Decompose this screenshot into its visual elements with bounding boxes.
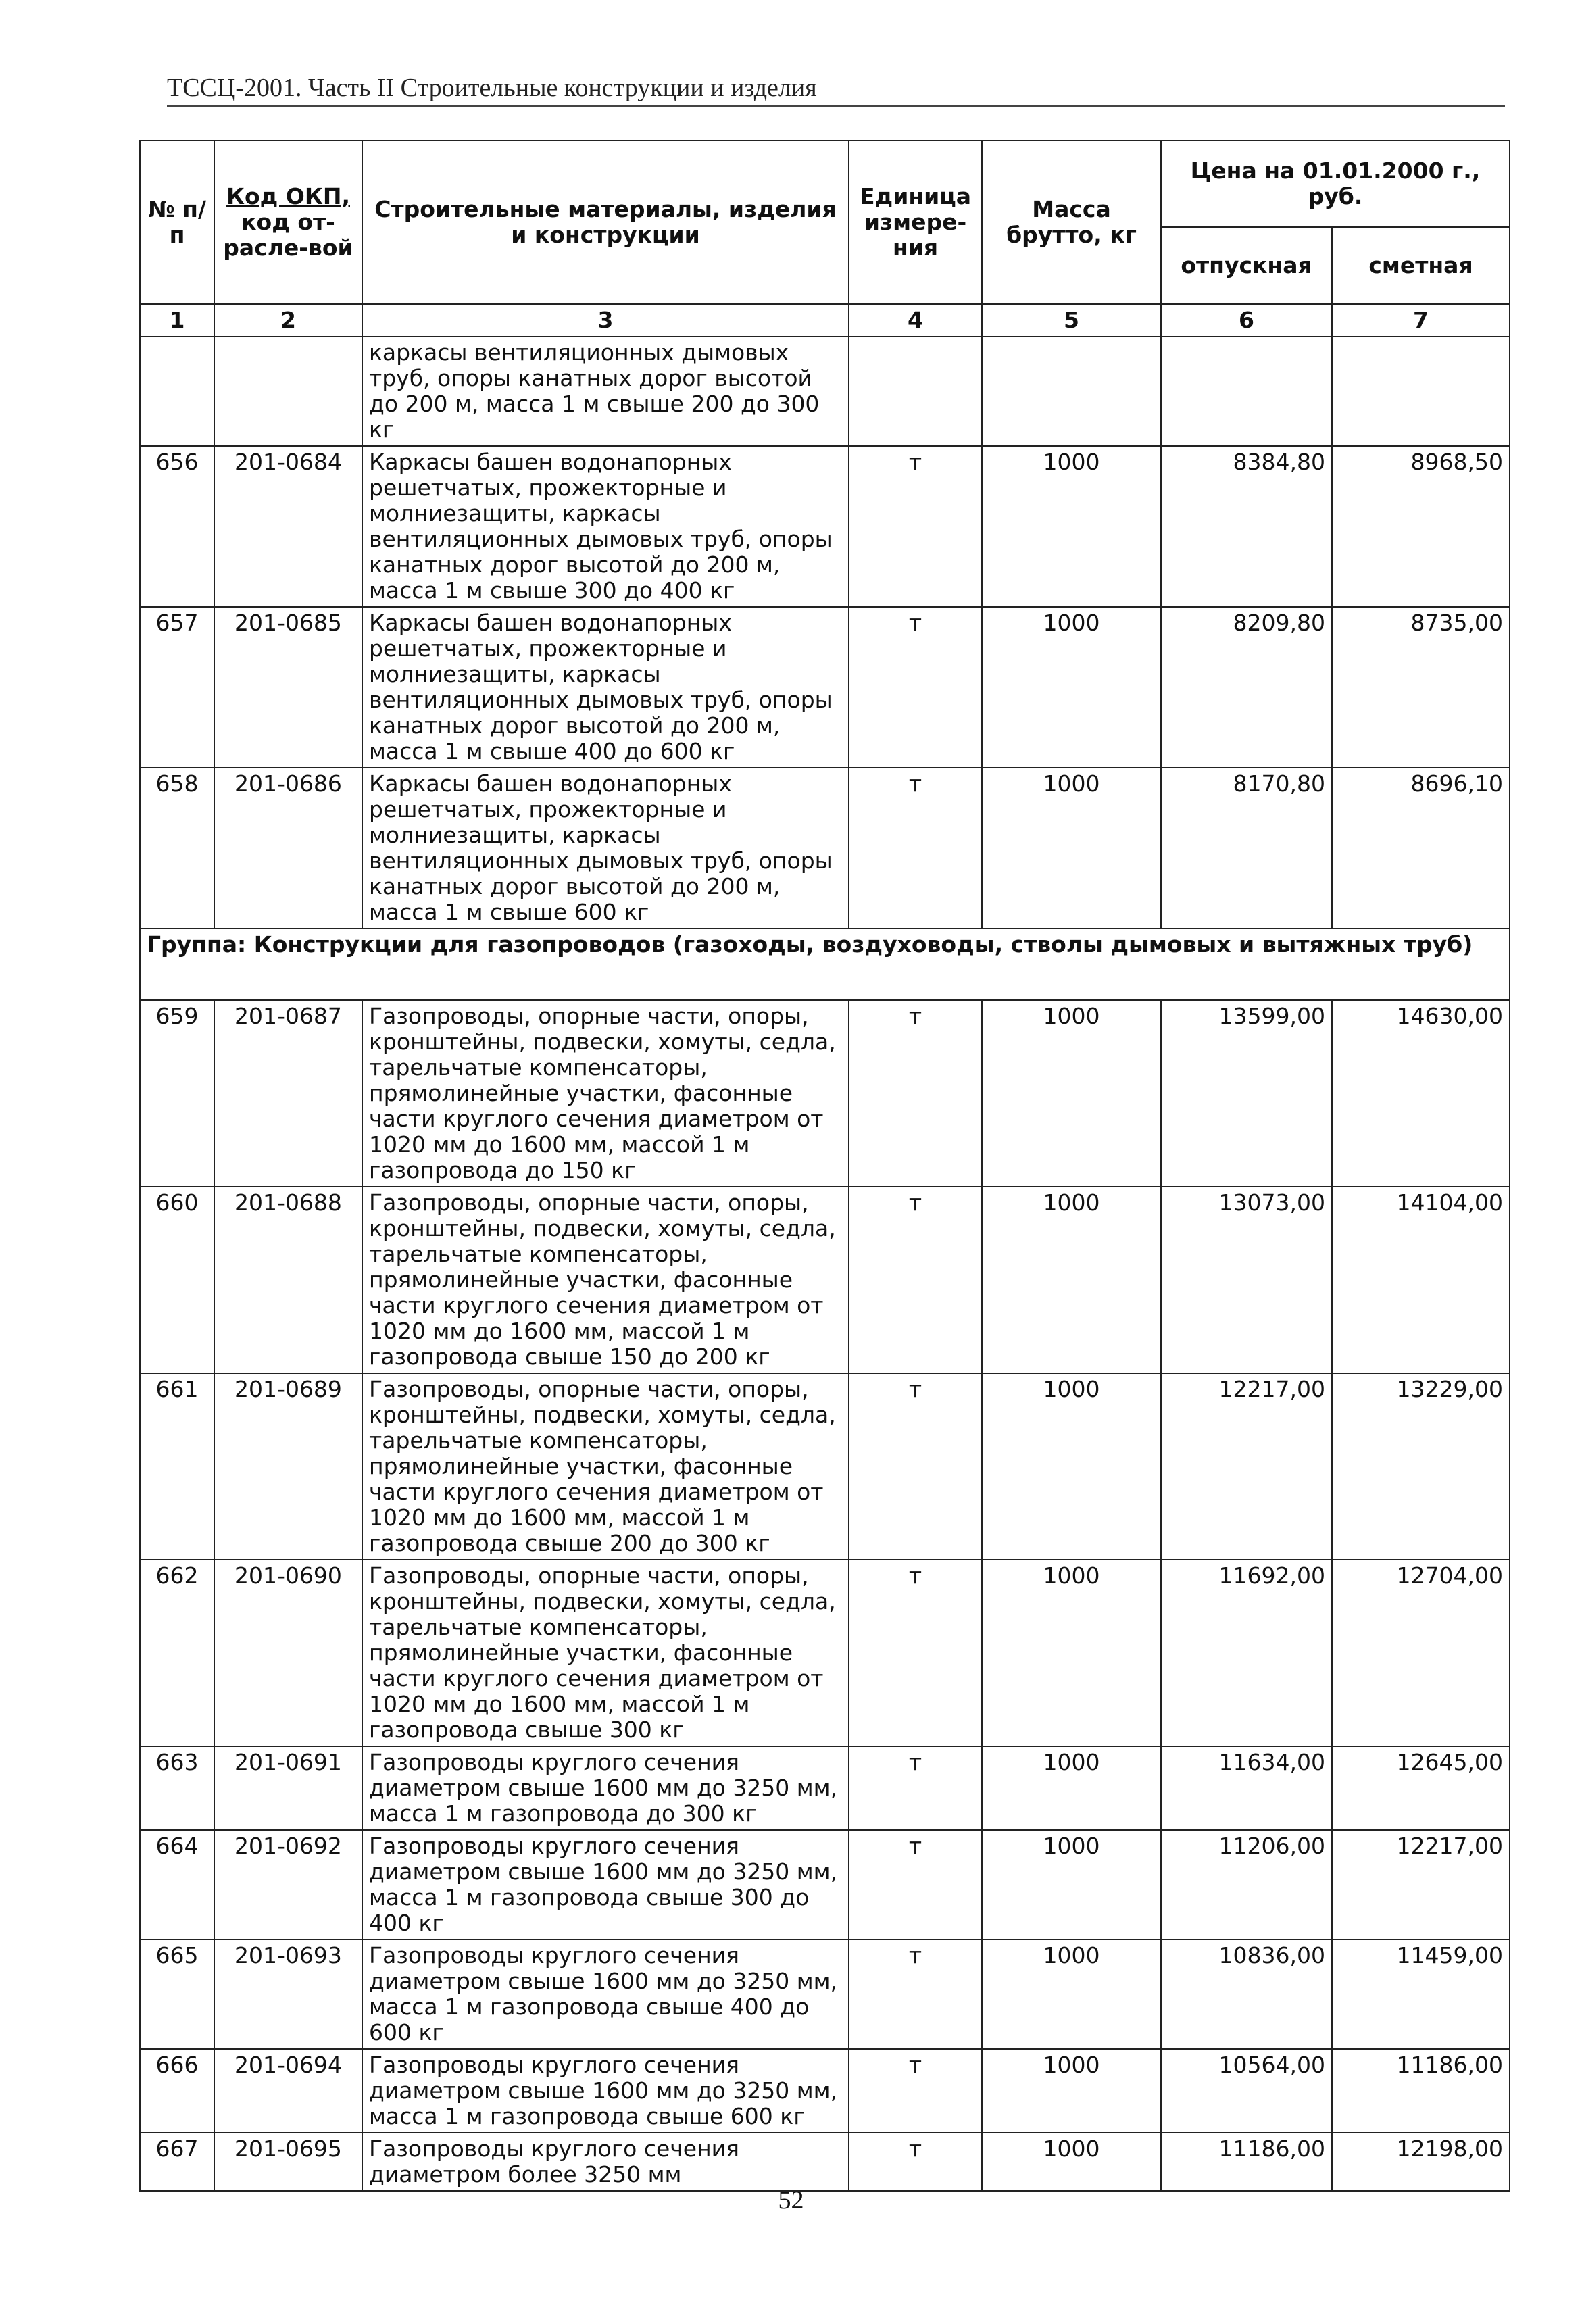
column-number: 6 — [1161, 304, 1332, 337]
row-unit: т — [849, 2133, 982, 2191]
row-price-estimate: 11459,00 — [1332, 1939, 1510, 2049]
row-number: 667 — [140, 2133, 214, 2191]
row-description: Газопроводы, опорные части, опоры, кронштейны, подвески, хомуты, седла, тарельчатые компенсаторы, прямолинейные участки, фасонные части круглого сечения диаметром от 1020 мм до 1600 мм, массой 1 м газопровода свыше 200 до 300 кг — [362, 1373, 849, 1560]
row-description: Каркасы башен водонапорных решетчатых, прожекторные и молниезащиты, каркасы вентиляционных дымовых труб, опоры канатных дорог высотой до 200 м, масса 1 м свыше 300 до 400 кг — [362, 446, 849, 607]
row-mass: 1000 — [982, 1830, 1161, 1939]
row-code: 201-0687 — [214, 1000, 362, 1187]
group-title: Группа: Конструкции для газопроводов (газоходы, воздуховоды, стволы дымовых и вытяжных труб) — [140, 929, 1510, 1000]
row-code: 201-0685 — [214, 607, 362, 768]
row-price-release: 11206,00 — [1161, 1830, 1332, 1939]
price-table — [139, 140, 1510, 2192]
row-code: 201-0695 — [214, 2133, 362, 2191]
row-number: 660 — [140, 1187, 214, 1373]
column-number-row — [140, 304, 1510, 337]
row-number: 662 — [140, 1560, 214, 1746]
row-code: 201-0693 — [214, 1939, 362, 2049]
row-description: Газопроводы круглого сечения диаметром свыше 1600 мм до 3250 мм, масса 1 м газопровода свыше 600 кг — [362, 2049, 849, 2133]
row-mass: 1000 — [982, 1746, 1161, 1830]
row-code: 201-0692 — [214, 1830, 362, 1939]
row-code: 201-0686 — [214, 768, 362, 929]
row-mass: 1000 — [982, 768, 1161, 929]
table-row — [140, 2049, 1510, 2133]
row-price-estimate: 8968,50 — [1332, 446, 1510, 607]
row-price-estimate: 8735,00 — [1332, 607, 1510, 768]
row-code: 201-0694 — [214, 2049, 362, 2133]
table-row — [140, 768, 1510, 929]
table-row — [140, 1746, 1510, 1830]
header-price-release: отпускная — [1161, 227, 1332, 304]
header-code-branch: код от-расле-вой — [223, 209, 353, 261]
row-mass: 1000 — [982, 1560, 1161, 1746]
table-row — [140, 607, 1510, 768]
header-price-group: Цена на 01.01.2000 г., руб. — [1161, 141, 1510, 227]
row-number: 664 — [140, 1830, 214, 1939]
row-description: Газопроводы, опорные части, опоры, кронштейны, подвески, хомуты, седла, тарельчатые компенсаторы, прямолинейные участки, фасонные части круглого сечения диаметром от 1020 мм до 1600 мм, массой 1 м газопровода свыше 300 кг — [362, 1560, 849, 1746]
row-mass: 1000 — [982, 2133, 1161, 2191]
header-num: № п/п — [140, 141, 214, 304]
table-row — [140, 1939, 1510, 2049]
row-price-release: 8384,80 — [1161, 446, 1332, 607]
row-unit: т — [849, 607, 982, 768]
row-unit: т — [849, 446, 982, 607]
row-number: 659 — [140, 1000, 214, 1187]
row-price-release: 10564,00 — [1161, 2049, 1332, 2133]
row-code: 201-0691 — [214, 1746, 362, 1830]
table-row — [140, 1187, 1510, 1373]
row-code: 201-0690 — [214, 1560, 362, 1746]
row-price-estimate: 12198,00 — [1332, 2133, 1510, 2191]
row-price-estimate: 14104,00 — [1332, 1187, 1510, 1373]
column-number: 3 — [362, 304, 849, 337]
row-number: 666 — [140, 2049, 214, 2133]
page-number: 52 — [778, 2186, 804, 2215]
table-row — [140, 446, 1510, 607]
row-price-estimate: 12645,00 — [1332, 1746, 1510, 1830]
row-description: Газопроводы круглого сечения диаметром более 3250 мм — [362, 2133, 849, 2191]
row-description: Газопроводы круглого сечения диаметром свыше 1600 мм до 3250 мм, масса 1 м газопровода свыше 400 до 600 кг — [362, 1939, 849, 2049]
table-row — [140, 1560, 1510, 1746]
row-code: 201-0684 — [214, 446, 362, 607]
row-price-estimate: 12704,00 — [1332, 1560, 1510, 1746]
row-price-release: 8170,80 — [1161, 768, 1332, 929]
group-row — [140, 929, 1510, 1000]
row-description: Каркасы башен водонапорных решетчатых, прожекторные и молниезащиты, каркасы вентиляционных дымовых труб, опоры канатных дорог высотой до 200 м, масса 1 м свыше 600 кг — [362, 768, 849, 929]
header-unit: Единица измере-ния — [849, 141, 982, 304]
continuation-row — [140, 337, 1510, 446]
header-price-estimate: сметная — [1332, 227, 1510, 304]
row-price-release: 11634,00 — [1161, 1746, 1332, 1830]
row-code: 201-0689 — [214, 1373, 362, 1560]
row-number: 663 — [140, 1746, 214, 1830]
row-description: Газопроводы, опорные части, опоры, кронштейны, подвески, хомуты, седла, тарельчатые компенсаторы, прямолинейные участки, фасонные части круглого сечения диаметром от 1020 мм до 1600 мм, массой 1 м газопровода до 150 кг — [362, 1000, 849, 1187]
row-price-estimate: 8696,10 — [1332, 768, 1510, 929]
row-unit: т — [849, 1830, 982, 1939]
row-price-release: 8209,80 — [1161, 607, 1332, 768]
row-unit: т — [849, 1373, 982, 1560]
row-description: Газопроводы круглого сечения диаметром свыше 1600 мм до 3250 мм, масса 1 м газопровода свыше 300 до 400 кг — [362, 1830, 849, 1939]
row-unit: т — [849, 1560, 982, 1746]
row-unit: т — [849, 1187, 982, 1373]
row-price-release: 11186,00 — [1161, 2133, 1332, 2191]
row-price-estimate: 11186,00 — [1332, 2049, 1510, 2133]
table-row — [140, 2133, 1510, 2191]
header-code — [214, 141, 362, 304]
row-price-release: 12217,00 — [1161, 1373, 1332, 1560]
row-description: Газопроводы, опорные части, опоры, кронштейны, подвески, хомуты, седла, тарельчатые компенсаторы, прямолинейные участки, фасонные части круглого сечения диаметром от 1020 мм до 1600 мм, массой 1 м газопровода свыше 150 до 200 кг — [362, 1187, 849, 1373]
row-description: Каркасы башен водонапорных решетчатых, прожекторные и молниезащиты, каркасы вентиляционных дымовых труб, опоры канатных дорог высотой до 200 м, масса 1 м свыше 400 до 600 кг — [362, 607, 849, 768]
row-unit: т — [849, 2049, 982, 2133]
row-code: 201-0688 — [214, 1187, 362, 1373]
table-row — [140, 1373, 1510, 1560]
continuation-text: каркасы вентиляционных дымовых труб, опоры канатных дорог высотой до 200 м, масса 1 м свыше 200 до 300 кг — [362, 337, 849, 446]
column-number: 2 — [214, 304, 362, 337]
row-price-release: 13599,00 — [1161, 1000, 1332, 1187]
row-price-release: 13073,00 — [1161, 1187, 1332, 1373]
row-mass: 1000 — [982, 607, 1161, 768]
row-unit: т — [849, 1939, 982, 2049]
row-unit: т — [849, 1746, 982, 1830]
row-number: 665 — [140, 1939, 214, 2049]
header-mass: Масса брутто, кг — [982, 141, 1161, 304]
row-mass: 1000 — [982, 1939, 1161, 2049]
row-price-estimate: 14630,00 — [1332, 1000, 1510, 1187]
row-description: Газопроводы круглого сечения диаметром свыше 1600 мм до 3250 мм, масса 1 м газопровода до 300 кг — [362, 1746, 849, 1830]
page-header: ТССЦ-2001. Часть II Строительные конструкции и изделия — [167, 73, 1505, 107]
row-mass: 1000 — [982, 1187, 1161, 1373]
row-unit: т — [849, 1000, 982, 1187]
row-mass: 1000 — [982, 2049, 1161, 2133]
table-row — [140, 1000, 1510, 1187]
header-code-okp: Код ОКП, — [226, 183, 350, 209]
column-number: 1 — [140, 304, 214, 337]
row-mass: 1000 — [982, 446, 1161, 607]
column-number: 5 — [982, 304, 1161, 337]
row-number: 656 — [140, 446, 214, 607]
row-mass: 1000 — [982, 1000, 1161, 1187]
row-number: 657 — [140, 607, 214, 768]
column-number: 7 — [1332, 304, 1510, 337]
table-row — [140, 1830, 1510, 1939]
column-number: 4 — [849, 304, 982, 337]
row-price-estimate: 13229,00 — [1332, 1373, 1510, 1560]
row-mass: 1000 — [982, 1373, 1161, 1560]
row-price-release: 11692,00 — [1161, 1560, 1332, 1746]
row-number: 658 — [140, 768, 214, 929]
row-number: 661 — [140, 1373, 214, 1560]
row-price-release: 10836,00 — [1161, 1939, 1332, 2049]
row-unit: т — [849, 768, 982, 929]
row-price-estimate: 12217,00 — [1332, 1830, 1510, 1939]
header-material: Строительные материалы, изделия и конструкции — [362, 141, 849, 304]
